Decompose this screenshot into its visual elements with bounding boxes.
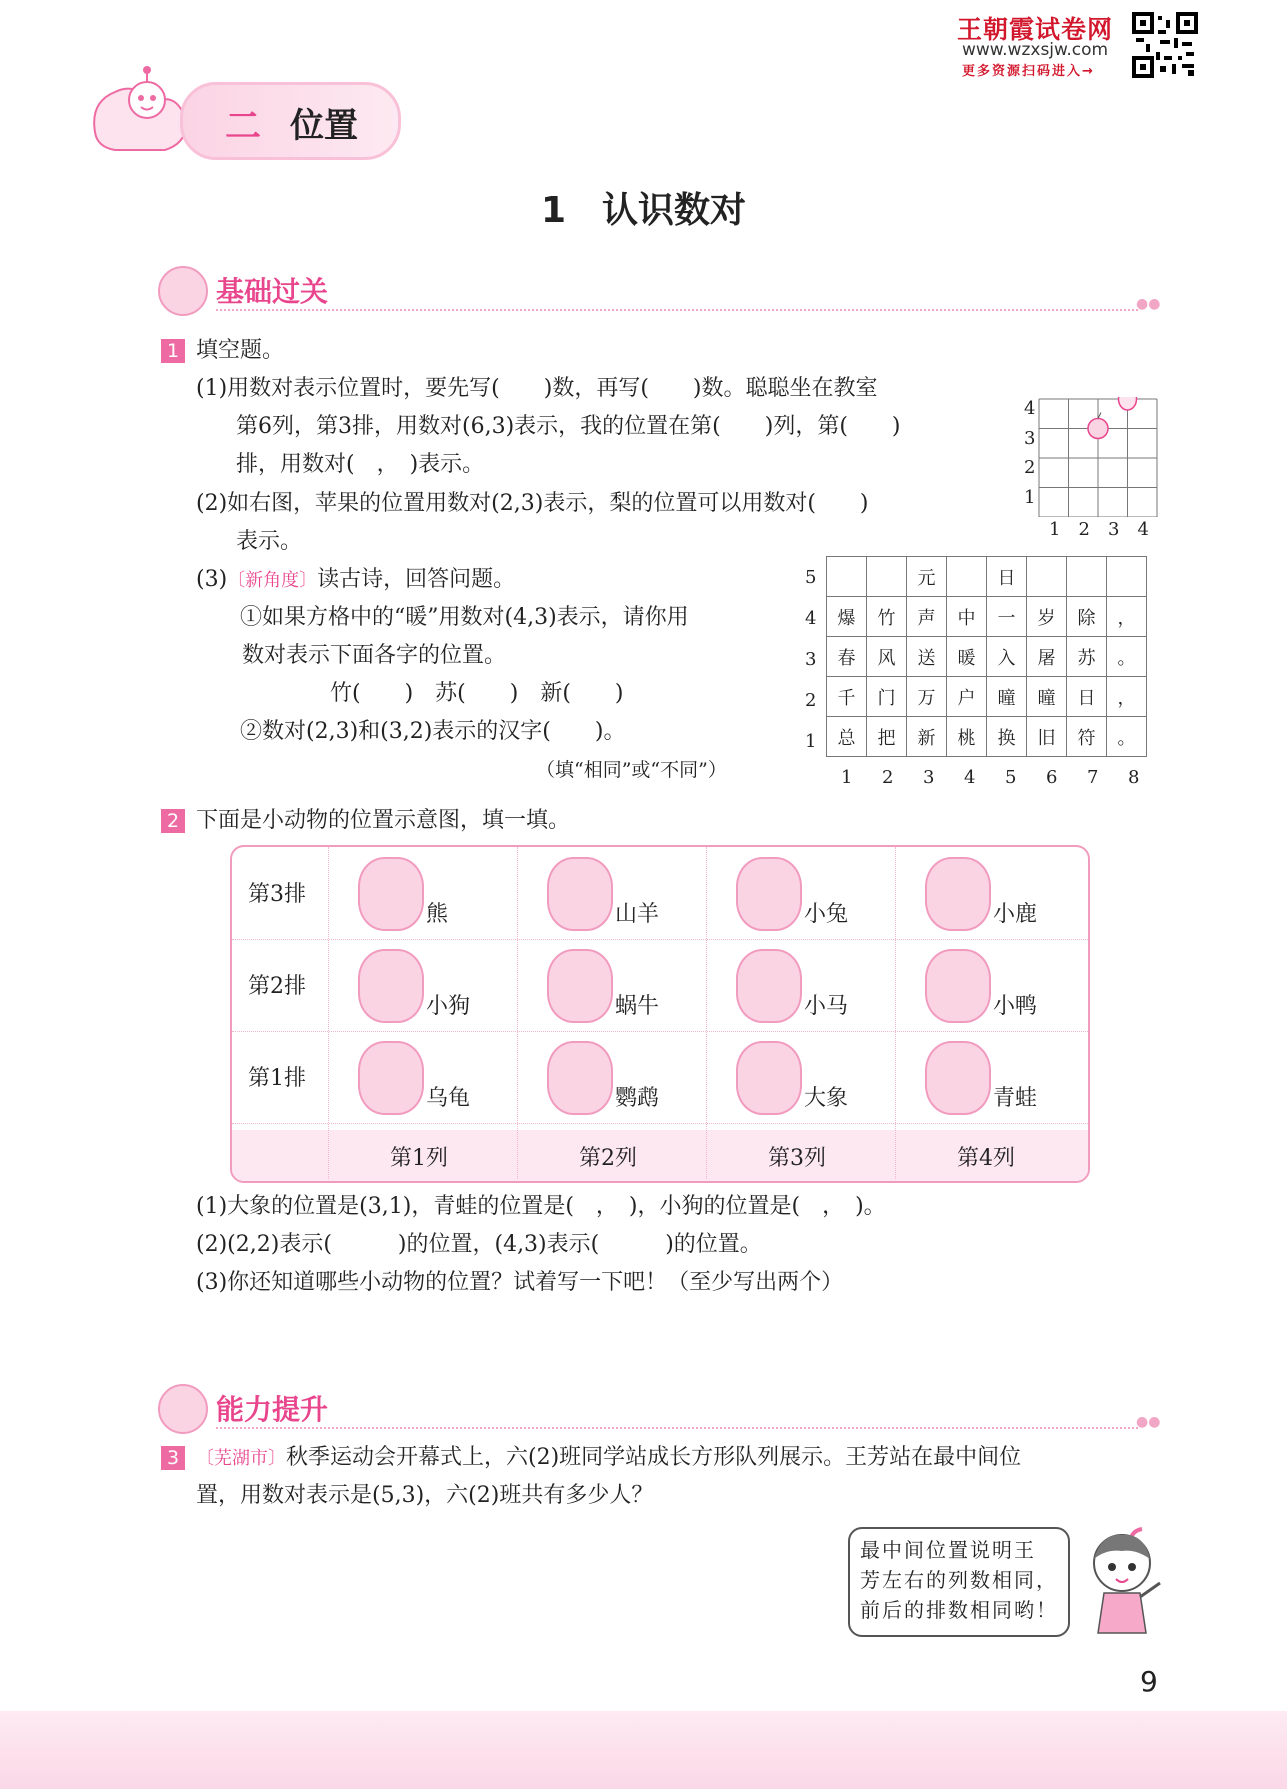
row-label: 第3排 xyxy=(248,882,306,907)
poem-cell xyxy=(1027,557,1067,597)
animal-name: 小鹿 xyxy=(993,902,1038,927)
q1-part3-a-line1: ①如果方格中的“暖”用数对(4,3)表示，请你用 xyxy=(240,605,689,630)
grid-col-label: 1 xyxy=(1049,519,1061,540)
unit-title: 位置 xyxy=(290,106,358,146)
column-divider xyxy=(517,847,518,1179)
poem-cell: 门 xyxy=(867,677,907,717)
question-title: 下面是小动物的位置示意图，填一填。 xyxy=(196,808,571,833)
poem-cell: 送 xyxy=(907,637,947,677)
poem-col-label: 5 xyxy=(1005,767,1017,788)
poem-cell: 千 xyxy=(827,677,867,717)
poem-cell: 日 xyxy=(1067,677,1107,717)
column-divider xyxy=(895,847,896,1179)
column-label: 第3列 xyxy=(768,1146,826,1171)
animal-picture-icon xyxy=(547,949,613,1023)
q1-part3-note: （填“相同”或“不同”） xyxy=(536,759,727,781)
animal-name: 蜗牛 xyxy=(615,994,660,1019)
row-divider xyxy=(232,1123,1088,1124)
apple-icon xyxy=(1088,419,1108,439)
column-label: 第1列 xyxy=(390,1146,448,1171)
poem-cell: 把 xyxy=(867,717,907,757)
animal-picture-icon xyxy=(547,1041,613,1115)
hint-bubble xyxy=(848,1527,1070,1637)
grid-col-label: 2 xyxy=(1078,519,1090,540)
animal-picture-icon xyxy=(736,1041,802,1115)
poem-cell: 一 xyxy=(987,597,1027,637)
poem-col-label: 4 xyxy=(964,767,976,788)
poem-cell: 中 xyxy=(947,597,987,637)
q1-part1-line1: (1)用数对表示位置时，要先写( )数，再写( )数。聪聪坐在教室 xyxy=(196,376,878,401)
animal-name: 小狗 xyxy=(426,994,471,1019)
poem-cell: 爆 xyxy=(827,597,867,637)
poem-cell xyxy=(1067,557,1107,597)
q2-part3: (3)你还知道哪些小动物的位置？试着写一下吧！（至少写出两个） xyxy=(196,1270,844,1295)
decor-dots: ●● xyxy=(1136,1414,1161,1430)
poem-cell xyxy=(1107,557,1147,597)
grid-row-label: 3 xyxy=(1024,427,1036,449)
animal-name: 熊 xyxy=(426,902,449,927)
brand-name: 王朝霞试卷网 xyxy=(957,15,1114,44)
q1-part1-line3: 排，用数对( ， )表示。 xyxy=(236,452,485,477)
poem-row xyxy=(827,637,1147,677)
poem-cell: 总 xyxy=(827,717,867,757)
poem-row-label: 3 xyxy=(805,649,817,670)
animal-picture-icon xyxy=(358,949,424,1023)
poem-cell: 桃 xyxy=(947,717,987,757)
q2-part1: (1)大象的位置是(3,1)，青蛙的位置是( ， )，小狗的位置是( ， )。 xyxy=(196,1194,886,1219)
poem-row-label: 1 xyxy=(805,731,817,752)
poem-col-label: 2 xyxy=(882,767,894,788)
q1-part3-heading: (3)〔新角度〕读古诗，回答问题。 xyxy=(196,567,516,592)
poem-cell: 暖 xyxy=(947,637,987,677)
animal-picture-icon xyxy=(925,1041,991,1115)
poem-cell: 旧 xyxy=(1027,717,1067,757)
girl-avatar-icon xyxy=(158,1384,208,1434)
q1-part3-a-line2: 数对表示下面各字的位置。 xyxy=(242,643,507,668)
poem-cell: 竹 xyxy=(867,597,907,637)
animal-picture-icon xyxy=(358,1041,424,1115)
qr-code-icon[interactable] xyxy=(1132,12,1198,78)
poem-cell: 曈 xyxy=(987,677,1027,717)
poem-cell: 户 xyxy=(947,677,987,717)
animal-picture-icon xyxy=(736,857,802,931)
poem-cell: 屠 xyxy=(1027,637,1067,677)
column-divider xyxy=(328,847,329,1179)
poem-row-label: 4 xyxy=(805,608,817,629)
poem-cell: 日 xyxy=(987,557,1027,597)
poem-cell: 元 xyxy=(907,557,947,597)
brand-url[interactable]: www.wzxsjw.com xyxy=(962,40,1109,60)
hint-line: 最中间位置说明王 xyxy=(860,1538,1036,1562)
coordinate-grid xyxy=(1037,397,1159,517)
animal-picture-icon xyxy=(736,949,802,1023)
brand-hint: 更多资源扫码进入→ xyxy=(962,64,1095,79)
animal-name: 乌龟 xyxy=(426,1086,471,1111)
column-label: 第4列 xyxy=(957,1146,1015,1171)
girl-avatar-icon xyxy=(158,266,208,316)
section-divider xyxy=(216,309,1138,311)
hint-line: 前后的排数相同哟！ xyxy=(860,1598,1058,1622)
footer-band xyxy=(0,1711,1287,1789)
animal-picture-icon xyxy=(547,857,613,931)
poem-cell: ， xyxy=(1107,597,1147,637)
decor-dots: ●● xyxy=(1136,296,1161,312)
poem-col-label: 8 xyxy=(1128,767,1140,788)
unit-number: 二 xyxy=(225,106,262,147)
poem-grid xyxy=(826,556,1147,757)
animal-name: 青蛙 xyxy=(993,1086,1038,1111)
q1-part3-a-line3: 竹( ) 苏( ) 新( ) xyxy=(330,681,624,706)
question-number: 1 xyxy=(161,339,185,363)
animal-name: 小兔 xyxy=(804,902,849,927)
poem-row xyxy=(827,597,1147,637)
section-divider xyxy=(216,1427,1138,1429)
poem-col-label: 6 xyxy=(1046,767,1058,788)
q3-line1: 〔芜湖市〕秋季运动会开幕式上，六(2)班同学站成长方形队列展示。王芳站在最中间位 xyxy=(196,1445,1022,1470)
grid-row-label: 4 xyxy=(1024,398,1036,419)
poem-row xyxy=(827,557,1147,597)
poem-row-label: 5 xyxy=(805,567,817,588)
question-number: 2 xyxy=(161,809,185,833)
pear-icon xyxy=(1119,397,1137,410)
row-divider xyxy=(232,1031,1088,1032)
animal-name: 小马 xyxy=(804,994,849,1019)
animal-picture-icon xyxy=(925,857,991,931)
column-label: 第2列 xyxy=(579,1146,637,1171)
poem-cell: 。 xyxy=(1107,717,1147,757)
question-number: 3 xyxy=(161,1446,185,1470)
poem-col-label: 3 xyxy=(923,767,935,788)
grid-row-label: 2 xyxy=(1024,457,1036,478)
poem-cell: 岁 xyxy=(1027,597,1067,637)
q1-part2-line2: 表示。 xyxy=(236,529,303,554)
grid-row-label: 1 xyxy=(1024,486,1036,508)
girl-character-icon xyxy=(1072,1515,1172,1635)
poem-col-label: 7 xyxy=(1087,767,1099,788)
poem-cell xyxy=(867,557,907,597)
q2-part2: (2)(2,2)表示( )的位置，(4,3)表示( )的位置。 xyxy=(196,1232,762,1257)
poem-cell: 万 xyxy=(907,677,947,717)
poem-cell: 新 xyxy=(907,717,947,757)
grid-col-label: 4 xyxy=(1137,519,1149,540)
grid-col-label: 3 xyxy=(1108,519,1120,540)
column-divider xyxy=(706,847,707,1179)
poem-col-label: 1 xyxy=(841,767,853,788)
poem-row xyxy=(827,677,1147,717)
poem-cell: 苏 xyxy=(1067,637,1107,677)
poem-cell: 。 xyxy=(1107,637,1147,677)
animal-name: 大象 xyxy=(804,1086,849,1111)
lesson-title: 1 认识数对 xyxy=(540,190,747,231)
poem-cell: 声 xyxy=(907,597,947,637)
row-label: 第2排 xyxy=(248,974,306,999)
poem-cell: 曈 xyxy=(1027,677,1067,717)
poem-cell: 春 xyxy=(827,637,867,677)
section-title-basic: 基础过关 xyxy=(216,275,329,308)
poem-cell xyxy=(827,557,867,597)
poem-row xyxy=(827,717,1147,757)
animal-position-chart xyxy=(230,845,1090,1183)
q1-part1-line2: 第6列，第3排，用数对(6,3)表示，我的位置在第( )列，第( ) xyxy=(236,414,901,439)
poem-cell xyxy=(947,557,987,597)
animal-name: 鹦鹉 xyxy=(615,1086,660,1111)
poem-cell: 风 xyxy=(867,637,907,677)
poem-row-label: 2 xyxy=(805,690,817,711)
page-number: 9 xyxy=(1140,1665,1158,1698)
poem-cell: 换 xyxy=(987,717,1027,757)
animal-name: 山羊 xyxy=(615,902,660,927)
animal-name: 小鸭 xyxy=(993,994,1038,1019)
q1-part3-b: ②数对(2,3)和(3,2)表示的汉字( )。 xyxy=(240,719,626,744)
hint-line: 芳左右的列数相同， xyxy=(860,1568,1058,1592)
animal-picture-icon xyxy=(358,857,424,931)
poem-cell: 符 xyxy=(1067,717,1107,757)
question-title: 填空题。 xyxy=(196,338,285,363)
animal-picture-icon xyxy=(925,949,991,1023)
row-divider xyxy=(232,939,1088,940)
poem-cell: 除 xyxy=(1067,597,1107,637)
poem-cell: ， xyxy=(1107,677,1147,717)
row-label: 第1排 xyxy=(248,1066,306,1091)
poem-cell: 入 xyxy=(987,637,1027,677)
section-title-advanced: 能力提升 xyxy=(216,1393,329,1426)
q3-line2: 置，用数对表示是(5,3)，六(2)班共有多少人？ xyxy=(196,1483,654,1508)
q1-part2-line1: (2)如右图，苹果的位置用数对(2,3)表示，梨的位置可以用数对( ) xyxy=(196,491,869,516)
